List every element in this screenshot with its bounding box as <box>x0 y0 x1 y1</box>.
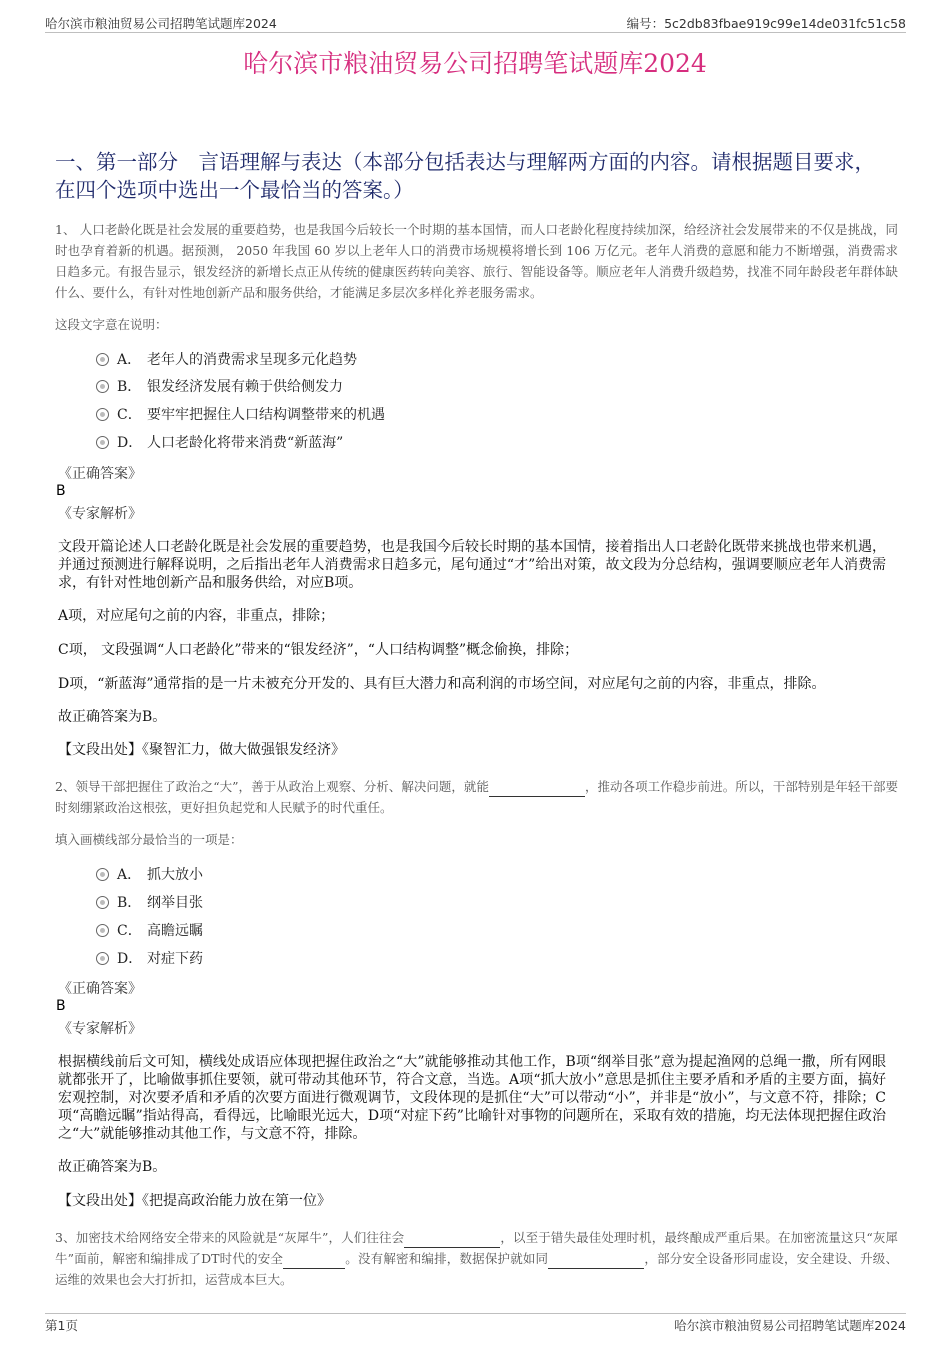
header-doc-number: 编号：5c2db83fbae919c99e14de031fc51c58 <box>626 16 906 31</box>
q3-text: 3、加密技术给网络安全带来的风险就是“灰犀牛”，人们往往会 ，以至于错失最佳处理时机，最终酿成严重后果。在加密流量这只“灰犀牛”面前，解密和编排成了DT时代的安全 。没有解密和编排，数据保护就如同 ，部分安全设备形同虚设，安全建设、升级、运维的效果也会大打折扣，运营成本巨大。 <box>55 1230 898 1287</box>
header-divider <box>45 32 906 33</box>
q1-answer-label: 《正确答案》 <box>58 466 142 482</box>
radio-icon[interactable] <box>96 952 109 965</box>
q1-analysis-a: A项，对应尾句之前的内容，非重点，排除； <box>58 608 335 624</box>
footer-divider <box>45 1313 906 1314</box>
footer-doc-title: 哈尔滨市粮油贸易公司招聘笔试题库2024 <box>674 1318 906 1333</box>
q2-option-d[interactable]: D． 对症下药 <box>96 949 203 969</box>
q2-option-c[interactable]: C． 高瞻远瞩 <box>96 921 203 941</box>
q1-analysis-label: 《专家解析》 <box>58 506 142 522</box>
q1-option-b[interactable]: B． 银发经济发展有赖于供给侧发力 <box>96 377 343 397</box>
q1-analysis-d: D项，“新蓝海”通常指的是一片未被充分开发的、具有巨大潜力和高利润的市场空间，对应尾句之前的内容，非重点，排除。 <box>58 676 826 692</box>
q2-prompt: 填入画横线部分最恰当的一项是： <box>55 832 243 847</box>
q2-answer: B <box>56 998 66 1014</box>
page-title: 哈尔滨市粮油贸易公司招聘笔试题库2024 <box>243 49 707 78</box>
section-title: 一、第一部分 言语理解与表达（本部分包括表达与理解两方面的内容。请根据题目要求，在四个选项中选出一个最恰当的答案。） <box>55 150 875 202</box>
q1-conclusion: 故正确答案为B。 <box>58 709 167 725</box>
q1-prompt: 这段文字意在说明： <box>55 317 168 332</box>
q2-text: 2、领导干部把握住了政治之“大”，善于从政治上观察、分析、解决问题，就能 ，推动各项工作稳步前进。所以，干部特别是年轻干部要时刻绷紧政治这根弦，更好担负起党和人民赋予的时代重任。 <box>55 779 898 815</box>
q1-answer: B <box>56 483 66 499</box>
blank-line <box>548 1254 644 1269</box>
q1-text: 1、 人口老龄化既是社会发展的重要趋势，也是我国今后较长一个时期的基本国情，而人口老龄化程度持续加深，给经济社会发展带来的不仅是挑战，同时也孕育着新的机遇。据预测， 2050 年我国 60 岁以上老年人口的消费市场规模将增长到 106 万亿元。老年人消费的意愿和能力不断增强，消费需求日趋多元。有报告显示，银发经济的新增长点正从传统的健康医药转向美容、旅行、智能设备等。顺应老年人消费升级趋势，找准不同年龄段老年群体缺什么、要什么，有针对性地创新产品和服务供给，才能满足多层次多样化养老服务需求。 <box>55 222 898 300</box>
radio-icon[interactable] <box>96 924 109 937</box>
q2-analysis-body: 根据横线前后文可知，横线处成语应体现把握住政治之“大”就能够推动其他工作，B项“纲举目张”意为提起渔网的总绳一撒，所有网眼就都张开了，比喻做事抓住要领，就可带动其他环节，符合文意，当选。A项“抓大放小”意思是抓住主要矛盾和矛盾的主要方面，搞好宏观控制，对次要矛盾和矛盾的次要方面进行微观调节，文段体现的是抓住“大”可以带动“小”，并非是“放小”，与文意不符，排除；C项“高瞻远瞩”指站得高，看得远，比喻眼光远大，D项“对症下药”比喻针对事物的问题所在，采取有效的措施，均无法体现把握住政治之“大”就能够推动其他工作，与文意不符，排除。 <box>58 1054 886 1142</box>
q1-option-d[interactable]: D． 人口老龄化将带来消费“新蓝海” <box>96 433 343 453</box>
radio-icon[interactable] <box>96 353 109 366</box>
q1-source: 【文段出处】《聚智汇力，做大做强银发经济》 <box>58 742 345 758</box>
q2-answer-label: 《正确答案》 <box>58 981 142 997</box>
blank-line <box>404 1233 500 1248</box>
radio-icon[interactable] <box>96 896 109 909</box>
radio-icon[interactable] <box>96 408 109 421</box>
q2-conclusion: 故正确答案为B。 <box>58 1159 167 1175</box>
q2-option-b[interactable]: B． 纲举目张 <box>96 893 203 913</box>
blank-line <box>283 1254 345 1269</box>
q2-source: 【文段出处】《把提高政治能力放在第一位》 <box>58 1193 331 1209</box>
radio-icon[interactable] <box>96 436 109 449</box>
radio-icon[interactable] <box>96 868 109 881</box>
q1-analysis-c: C项， 文段强调“人口老龄化”带来的“银发经济”，“人口结构调整”概念偷换，排除； <box>58 642 579 658</box>
blank-line <box>489 782 585 797</box>
q2-analysis-label: 《专家解析》 <box>58 1021 142 1037</box>
q2-option-a[interactable]: A． 抓大放小 <box>96 865 203 885</box>
header-doc-title: 哈尔滨市粮油贸易公司招聘笔试题库2024 <box>45 16 277 31</box>
q1-analysis-body: 文段开篇论述人口老龄化既是社会发展的重要趋势，也是我国今后较长时期的基本国情，接着指出人口老龄化既带来挑战也带来机遇，并通过预测进行解释说明，之后指出老年人消费需求日趋多元，尾句通过“才”给出对策，故文段为分总结构，强调要顺应老年人消费需求，有针对性地创新产品和服务供给，对应B项。 <box>58 539 886 591</box>
radio-icon[interactable] <box>96 380 109 393</box>
footer-page-number: 第1页 <box>45 1318 78 1333</box>
q1-option-c[interactable]: C． 要牢牢把握住人口结构调整带来的机遇 <box>96 405 385 425</box>
q1-option-a[interactable]: A． 老年人的消费需求呈现多元化趋势 <box>96 350 357 370</box>
